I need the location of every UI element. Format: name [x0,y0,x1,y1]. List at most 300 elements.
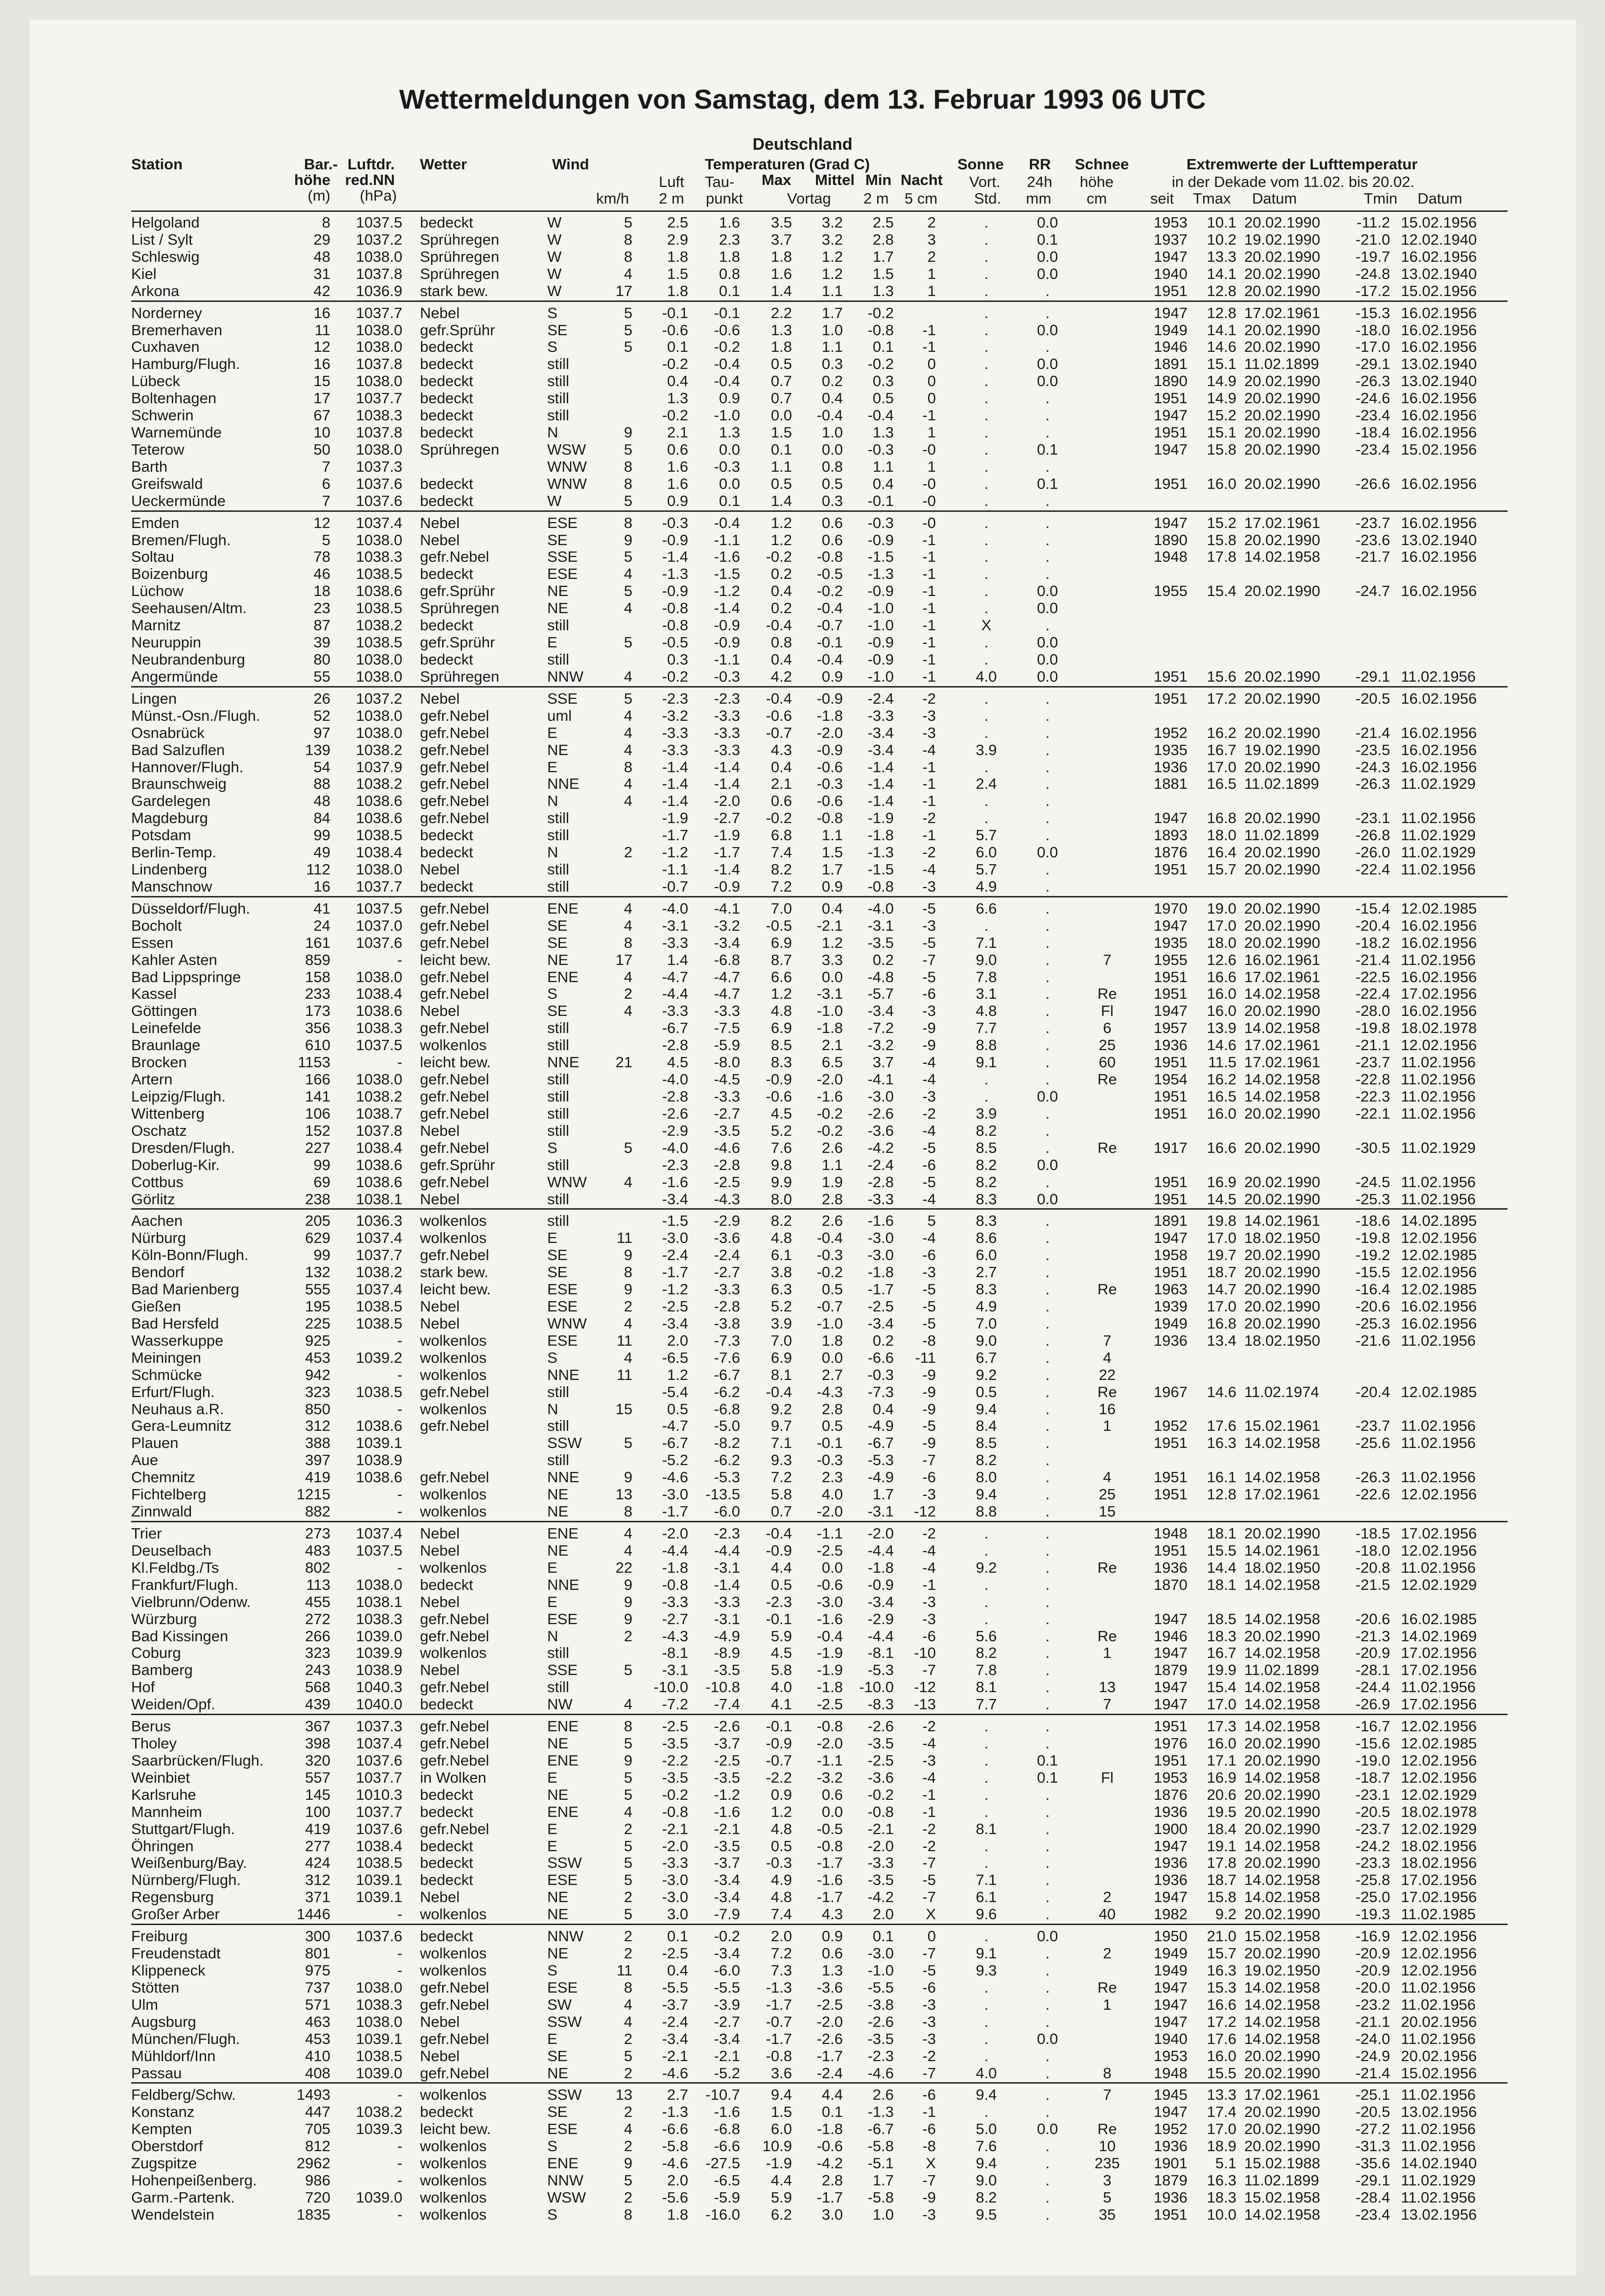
cell-wind-speed: 5 [624,548,632,566]
cell-rr: 0.0 [1037,651,1058,668]
cell-wind-dir: NE [547,599,569,617]
table-row [0,792,1605,810]
cell-tmin: -25.1 [1355,2086,1390,2104]
cell-temp-max: -0.6 [766,707,792,724]
cell-tmin: -22.8 [1355,1071,1390,1088]
cell-station: Berlin-Temp. [131,844,216,861]
cell-tmin-datum: 18.02.1956 [1401,1854,1477,1872]
cell-temp-luft: -2.3 [662,689,688,707]
cell-luftdruck: 1037.5 [356,1541,402,1559]
cell-temp-5cm: -7 [922,1854,936,1872]
cell-luftdruck: 1038.2 [356,2103,402,2121]
cell-tmax: 15.4 [1207,582,1236,600]
cell-sonne: . [984,565,989,583]
cell-tmax-datum: 14.02.1958 [1244,2030,1321,2047]
cell-tmin-datum: 13.02.1940 [1401,531,1477,549]
cell-luftdruck: 1038.0 [356,372,402,390]
cell-temp-mittel: 1.1 [821,338,843,356]
cell-bar-hoehe: 408 [305,2064,330,2082]
cell-rr: . [1045,827,1050,844]
cell-rr: . [1045,1593,1050,1610]
cell-temp-min: -0.9 [867,1576,894,1593]
table-row [0,458,1605,476]
table-row [0,548,1605,566]
cell-tmax: 13.3 [1207,248,1236,265]
cell-wetter: gefr.Nebel [420,1246,489,1264]
header-wind-unit: km/h [596,190,629,207]
cell-tmin-datum: 12.02.1985 [1401,1383,1477,1401]
cell-bar-hoehe: 1215 [297,1486,330,1503]
cell-tmax-datum: 14.02.1958 [1244,2013,1321,2030]
cell-tmax: 18.3 [1207,1627,1236,1645]
cell-wind-speed: 11 [616,1229,632,1247]
cell-temp-tau: -27.5 [705,2155,740,2172]
cell-temp-min: -3.5 [867,2030,894,2047]
cell-wind-speed: 2 [624,2137,632,2155]
header-temp-tau-1: Tau- [705,173,735,190]
cell-bar-hoehe: 42 [313,282,330,299]
cell-wind-dir: SSE [547,689,578,707]
cell-wetter: bedeckt [420,617,473,634]
cell-temp-tau: -3.6 [714,1229,740,1247]
cell-temp-max: 1.1 [770,458,792,475]
cell-sonne: . [984,1854,989,1872]
cell-temp-max: 1.8 [770,248,792,265]
cell-temp-5cm: -1 [922,792,936,810]
cell-sonne: 7.0 [976,1314,997,1332]
cell-temp-min: -5.7 [867,985,894,1003]
cell-bar-hoehe: 272 [305,1610,330,1628]
cell-tmin-datum: 13.02.1940 [1401,372,1477,390]
cell-tmin-datum: 11.02.1956 [1401,1332,1476,1349]
cell-rr: . [1045,951,1050,968]
cell-luftdruck: 1037.4 [356,514,402,531]
cell-luftdruck: - [397,1559,402,1576]
cell-temp-5cm: -1 [922,1786,936,1803]
cell-temp-tau: -4.7 [714,985,740,1003]
cell-temp-min: -4.2 [867,1888,894,1906]
cell-temp-max: 0.0 [770,407,792,424]
cell-station: Ulm [131,1996,159,2013]
cell-seit: 1951 [1154,475,1187,492]
cell-tmax-datum: 20.02.1990 [1244,248,1321,265]
cell-temp-max: 6.6 [770,968,792,986]
cell-luftdruck: 1010.3 [356,1786,402,1803]
table-row [0,1349,1605,1367]
table-row [0,878,1605,895]
cell-sonne: 6.1 [976,1888,997,1906]
cell-temp-mittel: -1.6 [816,1871,843,1889]
cell-seit: 1955 [1154,582,1187,600]
cell-bar-hoehe: 398 [305,1735,330,1752]
cell-temp-5cm: -1 [922,758,936,776]
cell-tmin-datum: 12.02.1956 [1401,1962,1477,1979]
cell-temp-luft: -2.4 [662,2013,688,2030]
cell-temp-tau: -5.0 [714,1417,740,1435]
cell-sonne: . [984,1978,989,1996]
cell-wetter: wolkenlos [420,1906,487,1923]
cell-wind-dir: uml [547,707,572,724]
cell-sonne: . [984,651,989,668]
cell-sonne: 5.6 [976,1627,997,1645]
cell-wetter: gefr.Nebel [420,792,489,810]
cell-tmin: -18.6 [1355,1212,1390,1230]
cell-temp-mittel: -1.7 [816,2047,843,2065]
cell-temp-min: -5.8 [867,2188,894,2206]
cell-tmin: -26.8 [1355,827,1390,844]
cell-rr: . [1045,1400,1050,1418]
cell-tmax-datum: 11.02.1899 [1244,2172,1319,2189]
cell-station: Schmücke [131,1366,202,1383]
cell-tmax-datum: 20.02.1990 [1244,338,1321,356]
cell-temp-mittel: -1.8 [816,2120,843,2138]
cell-temp-5cm: 0 [927,355,936,373]
cell-temp-tau: -5.9 [714,2188,740,2206]
cell-rr: . [1045,531,1050,549]
cell-wetter: gefr.Nebel [420,1978,489,1996]
cell-tmax: 17.6 [1207,2030,1236,2047]
cell-temp-min: 0.3 [872,372,894,390]
cell-station: Oschatz [131,1122,187,1139]
cell-tmax-datum: 14.02.1958 [1244,1837,1321,1855]
cell-wind-dir: NE [547,1541,569,1559]
cell-wetter: gefr.Nebel [420,934,489,951]
cell-temp-min: -3.3 [867,1190,894,1208]
cell-tmax-datum: 16.02.1961 [1244,951,1321,968]
cell-temp-5cm: -4 [922,1735,936,1752]
cell-bar-hoehe: 17 [313,390,330,407]
cell-tmax-datum: 14.02.1958 [1244,985,1321,1003]
cell-tmin: -23.3 [1355,1854,1390,1872]
cell-bar-hoehe: 410 [305,2047,330,2065]
cell-tmin: -21.3 [1355,1627,1390,1645]
cell-luftdruck: 1038.5 [356,599,402,617]
table-row [0,1820,1605,1838]
cell-station: Wittenberg [131,1104,205,1122]
cell-tmin: -20.9 [1355,1644,1390,1662]
cell-luftdruck: - [397,2172,402,2189]
cell-temp-max: 7.3 [770,1962,792,1979]
cell-wind-dir: E [547,2030,558,2047]
cell-wind-dir: S [547,2137,558,2155]
cell-temp-luft: -2.8 [662,1036,688,1054]
cell-station: Soltau [131,548,174,566]
cell-bar-hoehe: 7 [322,492,330,509]
cell-station: Ueckermünde [131,492,226,509]
cell-temp-5cm: -2 [922,1820,936,1837]
cell-temp-max: 6.3 [770,1281,792,1298]
cell-tmin: -21.6 [1355,1332,1390,1349]
cell-bar-hoehe: 568 [305,1678,330,1696]
cell-rr: . [1045,724,1050,741]
cell-wetter: Sprühregen [420,248,500,265]
cell-temp-tau: -7.4 [714,1696,740,1713]
cell-schnee: 5 [1103,2188,1112,2206]
cell-tmin: -23.4 [1355,407,1390,424]
cell-sonne: 6.0 [976,1246,997,1264]
cell-rr: . [1045,877,1050,895]
cell-bar-hoehe: 453 [305,1349,330,1366]
cell-wetter: Nebel [420,1122,460,1139]
cell-tmax-datum: 20.02.1990 [1244,1314,1321,1332]
cell-tmin-datum: 12.02.1956 [1401,1928,1477,1945]
group-separator [131,1521,1508,1522]
cell-bar-hoehe: 802 [305,1559,330,1576]
cell-tmin: -17.0 [1355,338,1390,356]
cell-luftdruck: 1039.1 [356,1871,402,1889]
cell-tmax-datum: 14.02.1958 [1244,1019,1321,1037]
cell-wind-dir: W [547,265,562,282]
cell-luftdruck: 1038.5 [356,827,402,844]
cell-wind-speed: 4 [624,1173,632,1191]
cell-temp-min: 2.6 [872,2086,894,2104]
cell-tmin-datum: 16.02.1956 [1401,338,1477,356]
cell-tmax: 17.0 [1207,2120,1236,2138]
cell-bar-hoehe: 273 [305,1525,330,1542]
cell-temp-luft: -4.0 [662,899,688,917]
cell-temp-luft: -0.2 [662,407,688,424]
cell-tmin-datum: 16.02.1956 [1401,741,1477,758]
cell-rr: . [1045,1803,1050,1820]
cell-luftdruck: 1037.4 [356,1281,402,1298]
header-temp-vortag: Vortag [787,190,831,207]
cell-temp-min: -2.4 [867,1156,894,1173]
cell-wind-speed: 9 [624,1593,632,1610]
cell-temp-5cm: -3 [922,1610,936,1628]
cell-temp-mittel: 1.3 [821,1962,843,1979]
cell-wind-speed: 4 [624,1696,632,1713]
cell-sonne: 5.7 [976,861,997,878]
cell-wetter: wolkenlos [420,2137,487,2155]
cell-rr: . [1045,1019,1050,1037]
cell-luftdruck: 1038.0 [356,1978,402,1996]
cell-temp-5cm: 0 [927,1928,936,1945]
cell-temp-5cm: -1 [922,634,936,651]
cell-temp-tau: -3.3 [714,1088,740,1105]
cell-tmax: 15.2 [1207,514,1236,531]
cell-temp-tau: -1.6 [714,1803,740,1820]
cell-station: Karlsruhe [131,1786,196,1803]
cell-temp-5cm: -1 [922,407,936,424]
cell-temp-max: 8.3 [770,1054,792,1071]
cell-wetter: Nebel [420,1525,460,1542]
cell-rr: 0.0 [1037,844,1058,861]
cell-wind-dir: SSW [547,2013,582,2030]
cell-schnee: Re [1097,2120,1117,2138]
cell-bar-hoehe: 320 [305,1751,330,1769]
cell-temp-mittel: -1.8 [816,707,843,724]
cell-schnee: 7 [1103,1696,1112,1713]
cell-tmin: -15.3 [1355,304,1390,321]
cell-temp-luft: -1.4 [662,548,688,566]
cell-tmin: -16.9 [1355,1928,1390,1945]
cell-tmin: -30.5 [1355,1139,1390,1156]
cell-tmax-datum: 20.02.1990 [1244,2120,1321,2138]
cell-wind-speed: 2 [624,1298,632,1315]
cell-temp-max: 0.7 [770,390,792,407]
cell-temp-luft: 1.5 [667,265,688,282]
cell-wind-dir: N [547,1627,558,1645]
cell-tmin: -21.7 [1355,548,1390,566]
cell-tmax: 17.0 [1207,917,1236,934]
cell-temp-min: -4.2 [867,1139,894,1156]
cell-seit: 1945 [1154,2086,1187,2104]
cell-tmin-datum: 17.02.1956 [1401,1661,1477,1679]
cell-luftdruck: 1038.3 [356,1019,402,1037]
cell-wetter: bedeckt [420,1696,473,1713]
cell-tmax: 12.6 [1207,951,1236,968]
cell-wind-speed: 17 [615,282,632,299]
cell-tmax: 18.9 [1207,2137,1236,2155]
cell-station: Bad Lippspringe [131,968,241,986]
cell-tmax-datum: 14.02.1961 [1244,1212,1321,1230]
cell-rr: . [1045,2205,1050,2223]
cell-tmin-datum: 17.02.1956 [1401,1525,1477,1542]
cell-temp-luft: 0.1 [667,338,688,356]
cell-rr: . [1045,1071,1050,1088]
cell-tmin: -27.2 [1355,2120,1390,2138]
cell-station: Nürnberg/Flugh. [131,1871,241,1889]
cell-seit: 1949 [1154,1314,1187,1332]
cell-temp-min: -5.3 [867,1661,894,1679]
cell-temp-5cm: -9 [922,1383,936,1401]
cell-wind-dir: NE [547,1888,569,1906]
cell-station: Plauen [131,1434,179,1452]
header-luft-3: (hPa) [360,187,397,204]
cell-bar-hoehe: 99 [313,1246,330,1264]
group-separator [131,510,1508,512]
cell-station: Würzburg [131,1610,197,1628]
cell-temp-5cm: -5 [922,1314,936,1332]
cell-bar-hoehe: 453 [305,2030,330,2047]
cell-temp-min: -3.1 [867,917,894,934]
cell-tmax: 10.1 [1207,214,1236,231]
cell-temp-min: 2.8 [872,230,894,248]
cell-temp-5cm: -7 [922,1888,936,1906]
cell-schnee: 8 [1103,2064,1112,2082]
cell-wind-dir: NE [547,1735,569,1752]
cell-sonne: . [984,475,989,492]
cell-rr: . [1045,2155,1050,2172]
cell-seit: 1881 [1154,775,1187,793]
cell-seit: 1947 [1154,1996,1187,2013]
cell-tmax: 14.6 [1207,1383,1236,1401]
cell-station: Manschnow [131,877,212,895]
cell-wind-dir: SSE [547,548,578,566]
cell-wind-speed: 5 [624,214,632,231]
cell-rr: . [1045,1820,1050,1837]
cell-station: Stuttgart/Flugh. [131,1820,235,1837]
cell-luftdruck: 1037.5 [356,899,402,917]
cell-temp-min: -10.0 [859,1678,894,1696]
cell-wind-speed: 11 [616,1962,632,1979]
cell-seit: 1940 [1154,265,1187,282]
cell-seit: 1890 [1154,372,1187,390]
cell-temp-5cm: -5 [922,1871,936,1889]
cell-wetter: gefr.Nebel [420,2030,489,2047]
cell-temp-min: -3.5 [867,1735,894,1752]
header-bar-2: höhe [294,171,330,188]
cell-station: Leipzig/Flugh. [131,1088,226,1105]
cell-wind-speed: 9 [624,2155,632,2172]
cell-temp-max: 0.4 [770,651,792,668]
cell-wind-dir: ESE [547,1610,578,1628]
cell-wind-dir: NW [547,1696,573,1713]
cell-temp-mittel: 0.0 [821,1803,843,1820]
cell-rr: . [1045,1173,1050,1191]
cell-temp-tau: -2.7 [714,809,740,827]
cell-wind-dir: still [547,390,569,407]
cell-temp-tau: -8.0 [714,1054,740,1071]
cell-temp-mittel: 0.0 [821,968,843,986]
cell-bar-hoehe: 419 [305,1469,330,1486]
cell-tmin-datum: 17.02.1956 [1401,985,1477,1003]
cell-tmin: -18.0 [1355,1541,1390,1559]
cell-tmin-datum: 11.02.1956 [1401,861,1476,878]
cell-temp-max: -1.7 [766,2030,792,2047]
cell-luftdruck: 1039.2 [356,1349,402,1366]
cell-temp-luft: -0.5 [662,634,688,651]
cell-bar-hoehe: 388 [305,1434,330,1452]
cell-wind-speed: 4 [624,1525,632,1542]
table-row [0,1434,1605,1452]
cell-tmax: 16.3 [1207,1434,1236,1452]
cell-wetter: gefr.Nebel [420,1751,489,1769]
cell-temp-luft: 2.1 [667,424,688,441]
cell-station: Artern [131,1071,173,1088]
table-row [0,968,1605,986]
cell-temp-5cm: X [926,2155,936,2172]
cell-station: Görlitz [131,1190,175,1208]
cell-wind-speed: 17 [615,951,632,968]
cell-wind-speed: 4 [624,775,632,793]
cell-temp-tau: -1.4 [714,1576,740,1593]
cell-temp-luft: -4.4 [662,985,688,1003]
cell-temp-luft: -2.0 [662,1837,688,1855]
cell-bar-hoehe: 925 [305,1332,330,1349]
cell-wetter: bedeckt [420,214,473,231]
cell-wind-speed: 2 [624,1945,632,1962]
cell-temp-luft: 2.7 [667,2086,688,2104]
cell-station: Bendorf [131,1263,185,1281]
cell-temp-max: -1.9 [766,2155,792,2172]
table-row [0,1071,1605,1088]
cell-seit: 1947 [1154,248,1187,265]
cell-wetter: bedeckt [420,877,473,895]
cell-temp-max: 5.9 [770,1627,792,1645]
cell-temp-5cm: 2 [927,248,936,265]
table-row [0,1469,1605,1486]
cell-temp-mittel: -0.4 [816,407,843,424]
cell-temp-tau: -3.4 [714,1945,740,1962]
cell-temp-mittel: -0.4 [816,1229,843,1247]
cell-bar-hoehe: 1835 [297,2205,330,2223]
cell-tmax-datum: 11.02.1974 [1244,1383,1319,1401]
cell-luftdruck: 1037.8 [356,265,402,282]
cell-luftdruck: - [397,2086,402,2104]
cell-tmin-datum: 16.02.1956 [1401,724,1477,741]
cell-wetter: Nebel [420,304,460,321]
cell-bar-hoehe: 371 [305,1888,330,1906]
cell-temp-5cm: -11 [915,1349,936,1366]
cell-temp-max: -1.7 [766,1996,792,2013]
table-row [0,900,1605,918]
cell-temp-max: 6.8 [770,827,792,844]
cell-wind-speed: 4 [624,1314,632,1332]
cell-temp-tau: -2.7 [714,1263,740,1281]
cell-tmax: 17.2 [1207,689,1236,707]
cell-tmax: 15.8 [1207,1888,1236,1906]
